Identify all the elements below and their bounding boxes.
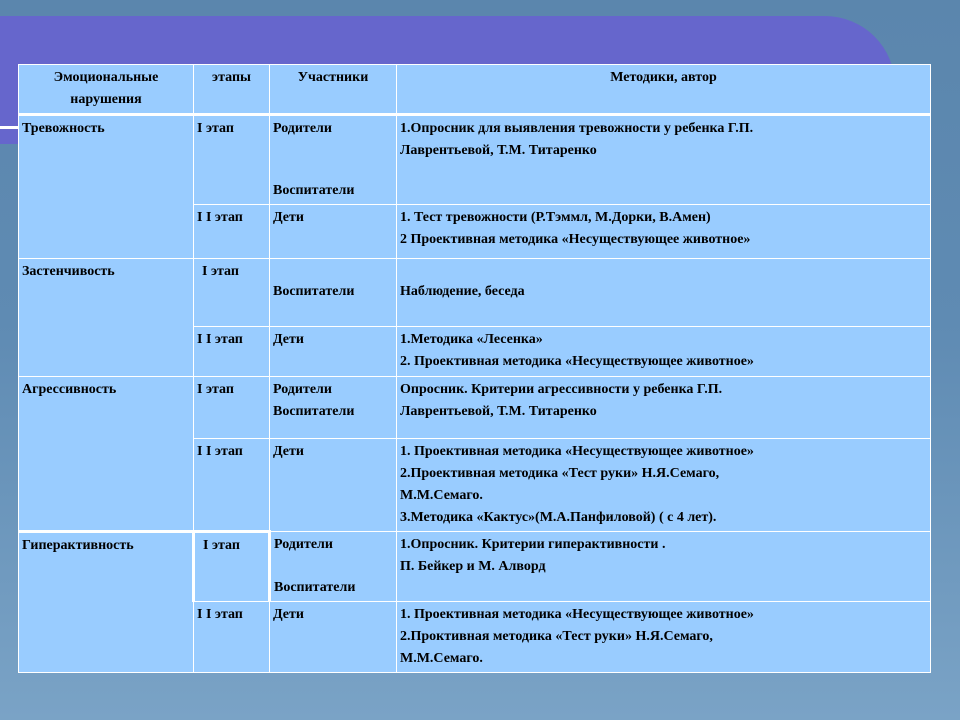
- method-line: Опросник. Критерии агрессивности у ребенка Г.П.: [400, 382, 723, 397]
- participant-children: Дети: [270, 439, 397, 532]
- stage-cell: I I этап: [194, 205, 270, 259]
- disorder-hyperactivity: Гиперактивность: [19, 532, 194, 673]
- method-line: П. Бейкер и М. Алворд: [400, 559, 546, 574]
- method-line: Лаврентьевой, Т.М. Титаренко: [400, 143, 597, 158]
- method-line: М.М.Семаго.: [400, 651, 483, 666]
- method-line: 1. Проективная методика «Несуществующее животное»: [400, 607, 754, 622]
- participant-educators: Воспитатели: [270, 259, 397, 327]
- participants-cell: [270, 115, 397, 205]
- methods-cell: [397, 259, 931, 327]
- method-line: 2.Проктивная методика «Тест руки» Н.Я.Семаго,: [400, 629, 713, 644]
- method-line: 1. Проективная методика «Несуществующее животное»: [400, 444, 754, 459]
- header-methods: Методики, автор: [397, 65, 931, 115]
- participant-children: Дети: [270, 602, 397, 673]
- method-line: 1.Опросник. Критерии гиперактивности .: [400, 537, 666, 552]
- stage-cell: I I этап: [194, 439, 270, 532]
- method-line: 1.Методика «Лесенка»: [400, 332, 543, 347]
- methods-cell: [397, 377, 931, 439]
- header-participants: Участники: [270, 65, 397, 115]
- participant-parents: Родители: [273, 121, 332, 136]
- stage-cell: I этап: [194, 115, 270, 205]
- participant-educators: Воспитатели: [273, 183, 355, 198]
- method-line: 3.Методика «Кактус»(М.А.Панфиловой) ( с 4 лет).: [400, 510, 717, 525]
- participants-cell: [270, 532, 397, 602]
- methods-cell: [397, 439, 931, 532]
- participant-children: Дети: [270, 327, 397, 377]
- method-line: 2 Проективная методика «Несуществующее животное»: [400, 232, 751, 247]
- methods-cell: [397, 602, 931, 673]
- participants-cell: [270, 377, 397, 439]
- disorder-shyness: Застенчивость: [19, 259, 194, 377]
- participant-parents: Родители: [274, 537, 333, 552]
- method-line: 1.Опросник для выявления тревожности у ребенка Г.П.: [400, 121, 754, 136]
- table-row: [19, 115, 931, 205]
- header-emotional-disorders: Эмоциональные нарушения: [19, 65, 194, 115]
- methods-cell: [397, 205, 931, 259]
- methods-table: [18, 64, 931, 673]
- disorder-aggression: Агрессивность: [19, 377, 194, 532]
- header-stages: этапы: [194, 65, 270, 115]
- stage-cell: I I этап: [194, 602, 270, 673]
- disorder-anxiety: Тревожность: [19, 115, 194, 259]
- method-line: Наблюдение, беседа: [400, 284, 525, 299]
- method-line: Лаврентьевой, Т.М. Титаренко: [400, 404, 597, 419]
- methods-cell: [397, 327, 931, 377]
- table-header-row: [19, 65, 931, 115]
- table-row: [19, 377, 931, 439]
- method-line: 1. Тест тревожности (Р.Тэммл, М.Дорки, В.Амен): [400, 210, 711, 225]
- stage-cell: I этап: [194, 259, 270, 327]
- participant-educators: Воспитатели: [273, 404, 355, 419]
- participant-educators: Воспитатели: [274, 580, 356, 595]
- table-row: [19, 259, 931, 327]
- stage-cell: I I этап: [194, 327, 270, 377]
- method-line: М.М.Семаго.: [400, 488, 483, 503]
- participant-parents: Родители: [273, 382, 332, 397]
- methods-cell: [397, 532, 931, 602]
- stage-cell: I этап: [194, 377, 270, 439]
- stage-cell: I этап: [194, 532, 270, 602]
- methods-cell: [397, 115, 931, 205]
- method-line: 2. Проективная методика «Несуществующее животное»: [400, 354, 754, 369]
- participant-children: Дети: [270, 205, 397, 259]
- method-line: 2.Проективная методика «Тест руки» Н.Я.Семаго,: [400, 466, 720, 481]
- table-row: [19, 532, 931, 602]
